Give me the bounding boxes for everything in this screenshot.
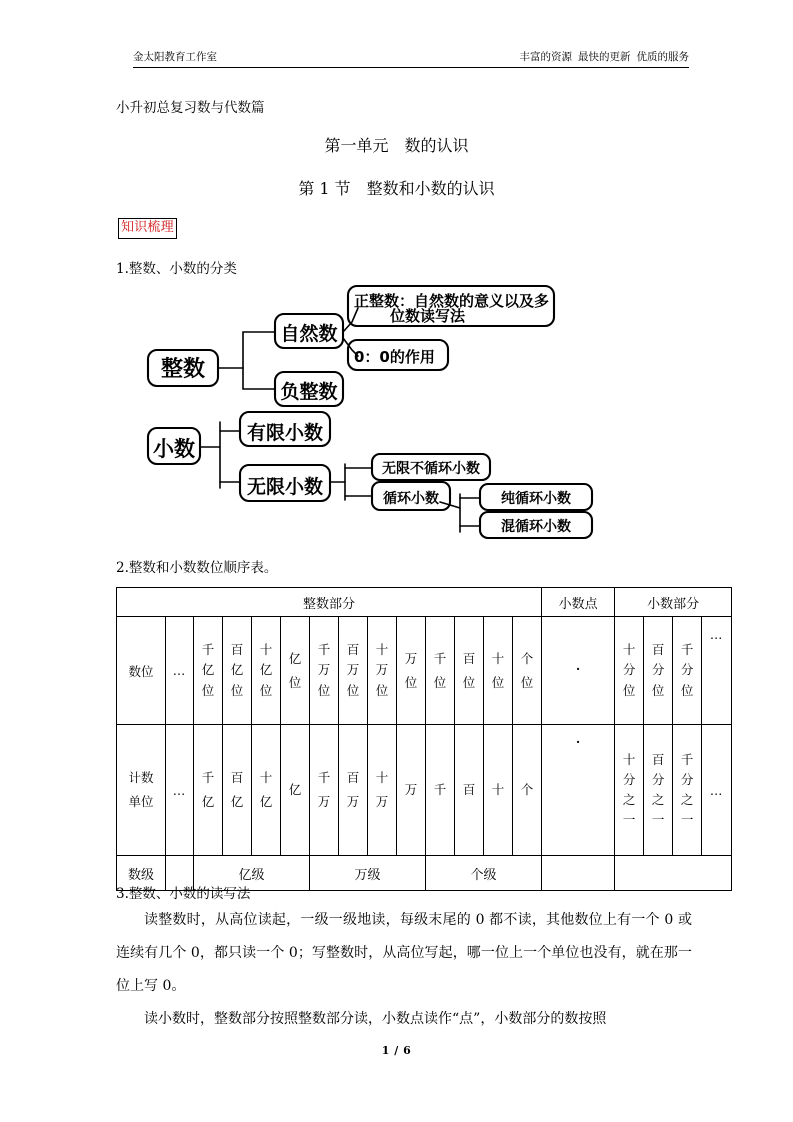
unit-part: 千 [201, 770, 215, 786]
unit-part: 百 [651, 751, 665, 767]
digit-cell [673, 617, 702, 725]
row-label-counting-unit [117, 725, 166, 856]
unit-cell [310, 725, 339, 856]
unit-part: 亿 [259, 794, 273, 809]
paragraph-integer-read-write: 读整数时，从高位读起，一级一级地读，每级末尾的 0 都不读，其他数位上有一个 0 或连续有几个 0，都只读一个 0；写整数时，从高位写起，哪一位上一个单位也没有，就在那一位上写 0。 [116, 912, 692, 994]
digit-part: 分 [680, 662, 694, 678]
unit-cell [368, 725, 397, 856]
unit-part: 万 [404, 782, 418, 798]
digit-part: 千 [680, 642, 694, 658]
header-decimal-point: 小数点 [542, 588, 615, 617]
header-right-item-1: 丰富的资源 [519, 51, 572, 63]
digit-cell [615, 617, 644, 725]
diagram-node-positive-integer-line1: 正整数：自然数的意义以及多 [354, 292, 550, 310]
diagram-node-infinite-decimal: 无限小数 [246, 476, 324, 498]
unit-part: 亿 [201, 794, 215, 809]
digit-part: 分 [622, 662, 636, 678]
digit-part: 位 [680, 682, 694, 698]
digit-part: 亿 [259, 662, 273, 678]
unit-cell [615, 725, 644, 856]
item-heading-1: 1.整数、小数的分类 [116, 261, 237, 277]
unit-cell [339, 725, 368, 856]
digit-part: 万 [346, 662, 360, 678]
item-heading-2: 2.整数和小数数位顺序表。 [116, 560, 278, 576]
unit-part: 个 [520, 782, 534, 798]
unit-part: 十 [622, 751, 636, 767]
unit-part: 之 [622, 792, 636, 807]
header-right-item-3: 优质的服务 [636, 51, 689, 63]
digit-part: 十 [259, 642, 273, 658]
digit-part: 个 [520, 650, 534, 666]
digit-part: 万 [404, 650, 418, 666]
section-title: 第 1 节 整数和小数的认识 [298, 179, 495, 198]
unit-part: 千 [433, 782, 447, 798]
digit-part: 位 [346, 682, 360, 698]
diagram-node-decimal-root: 小数 [153, 437, 195, 461]
unit-part: 分 [680, 771, 694, 787]
diagram-node-non-repeating-decimal: 无限不循环小数 [382, 461, 480, 477]
digit-part: 位 [433, 674, 447, 690]
digit-part: 位 [230, 682, 244, 698]
header-right-item-2: 最快的更新 [578, 51, 631, 63]
unit-ellipsis-left: … [166, 725, 194, 856]
digit-cell [339, 617, 368, 725]
digit-part: 分 [651, 662, 665, 678]
unit-title: 第一单元 数的认识 [324, 136, 469, 155]
number-classification-diagram [140, 282, 600, 544]
digit-part: 亿 [201, 662, 215, 678]
decimal-point-mark-2: · [542, 725, 615, 856]
digit-cell [644, 617, 673, 725]
unit-part: 万 [346, 794, 360, 809]
row-label-part: 计数 [128, 770, 154, 786]
unit-part: 万 [317, 794, 331, 809]
digit-part: 亿 [230, 662, 244, 678]
digit-part: 十 [622, 642, 636, 658]
diagram-node-integer-root: 整数 [160, 357, 206, 382]
table-row-digit-place [117, 617, 732, 725]
header-integer-part: 整数部分 [117, 588, 542, 617]
level-cell-yi: 亿级 [194, 856, 310, 891]
unit-part: 千 [317, 770, 331, 786]
unit-cell [252, 725, 281, 856]
digit-part: 百 [230, 642, 244, 658]
digit-part: 千 [317, 642, 331, 658]
digit-part: 位 [491, 674, 505, 690]
digit-cell [281, 617, 310, 725]
header-decimal-part: 小数部分 [615, 588, 732, 617]
unit-part: 十 [375, 770, 389, 786]
digit-part: 位 [651, 682, 665, 698]
digit-part: 位 [317, 682, 331, 698]
unit-cell [484, 725, 513, 856]
unit-part: 一 [651, 812, 665, 828]
level-decimal-part-cell [615, 856, 732, 891]
digit-cell [426, 617, 455, 725]
unit-part: 万 [375, 794, 389, 809]
subject-line: 小升初总复习数与代数篇 [116, 100, 265, 116]
digit-ellipsis-right: … [702, 617, 732, 725]
unit-part: 百 [230, 770, 244, 786]
diagram-node-natural-number: 自然数 [280, 323, 338, 345]
diagram-node-mixed-repeating-decimal: 混循环小数 [501, 519, 571, 535]
digit-cell [194, 617, 223, 725]
unit-part: 之 [651, 792, 665, 807]
running-header [133, 50, 689, 68]
unit-cell [644, 725, 673, 856]
unit-part: 分 [622, 771, 636, 787]
level-decimal-point-cell [542, 856, 615, 891]
level-cell-wan: 万级 [310, 856, 426, 891]
digit-cell [513, 617, 542, 725]
header-left-text: 金太阳教育工作室 [133, 51, 217, 63]
unit-cell [397, 725, 426, 856]
unit-part: 亿 [230, 794, 244, 809]
digit-cell [368, 617, 397, 725]
digit-part: 位 [288, 674, 302, 690]
digit-part: 百 [346, 642, 360, 658]
unit-part: 一 [680, 812, 694, 828]
unit-part: 分 [651, 771, 665, 787]
digit-part: 位 [520, 674, 534, 690]
digit-cell [252, 617, 281, 725]
digit-part: 万 [317, 662, 331, 678]
place-value-table [116, 587, 732, 891]
unit-part: 十 [491, 782, 505, 798]
diagram-node-positive-integer-line2: 位数读写法 [390, 307, 466, 325]
digit-part: 千 [201, 642, 215, 658]
digit-cell [310, 617, 339, 725]
digit-part: 位 [404, 674, 418, 690]
digit-cell [484, 617, 513, 725]
diagram-node-repeating-decimal: 循环小数 [383, 491, 439, 507]
header-right-group [520, 50, 690, 64]
digit-part: 千 [433, 650, 447, 666]
unit-cell [426, 725, 455, 856]
unit-cell [281, 725, 310, 856]
digit-part: 位 [201, 682, 215, 698]
unit-ellipsis-right: … [702, 725, 732, 856]
digit-part: 位 [259, 682, 273, 698]
digit-part: 位 [375, 682, 389, 698]
unit-cell [194, 725, 223, 856]
unit-part: 之 [680, 792, 694, 807]
diagram-node-negative-integer: 负整数 [280, 381, 338, 403]
digit-part: 十 [491, 650, 505, 666]
digit-cell [455, 617, 484, 725]
table-row-counting-unit [117, 725, 732, 856]
digit-part: 万 [375, 662, 389, 678]
unit-part: 千 [680, 751, 694, 767]
digit-part: 位 [462, 674, 476, 690]
digit-part: 百 [651, 642, 665, 658]
diagram-node-pure-repeating-decimal: 纯循环小数 [501, 491, 571, 507]
diagram-node-finite-decimal: 有限小数 [246, 422, 324, 444]
level-cell-ge: 个级 [426, 856, 542, 891]
unit-cell [673, 725, 702, 856]
row-label-number-level: 数级 [117, 856, 166, 891]
knowledge-review-badge: 知识梳理 [118, 218, 177, 239]
digit-cell [397, 617, 426, 725]
diagram-node-zero: 0：0的作用 [354, 348, 435, 366]
table-header-row [117, 588, 732, 617]
unit-part: 一 [622, 812, 636, 828]
digit-part: 十 [375, 642, 389, 658]
unit-part: 百 [462, 782, 476, 798]
digit-part: 位 [622, 682, 636, 698]
row-label-digit-place: 数位 [117, 617, 166, 725]
row-label-part: 单位 [128, 794, 154, 809]
page-number-footer: 1 / 6 [381, 1044, 412, 1057]
digit-ellipsis-left: … [166, 617, 194, 725]
item-heading-3: 3.整数、小数的读写法 [116, 886, 251, 902]
unit-cell [223, 725, 252, 856]
unit-part: 亿 [288, 782, 302, 798]
decimal-point-mark: · [542, 617, 615, 725]
unit-part: 百 [346, 770, 360, 786]
digit-part: 亿 [288, 650, 302, 666]
unit-cell [513, 725, 542, 856]
digit-cell [223, 617, 252, 725]
unit-cell [455, 725, 484, 856]
digit-part: 百 [462, 650, 476, 666]
paragraph-decimal-read: 读小数时，整数部分按照整数部分读，小数点读作“点”，小数部分的数按照 [144, 1011, 607, 1027]
unit-part: 十 [259, 770, 273, 786]
